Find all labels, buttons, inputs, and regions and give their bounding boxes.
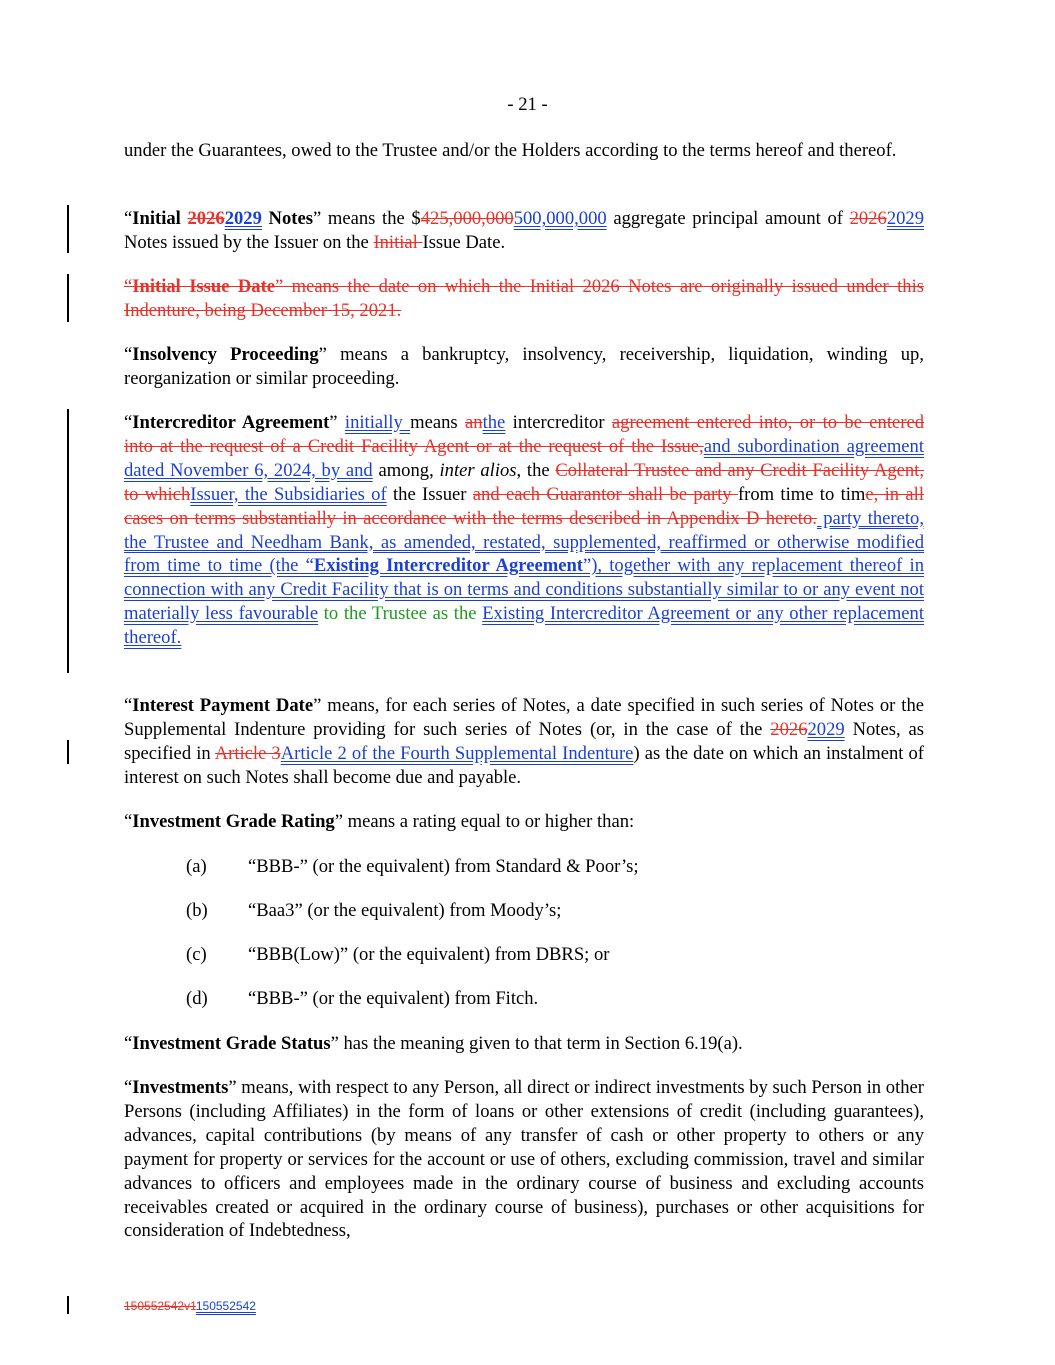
document-id-footer: 150552542v1150552542 — [124, 1299, 256, 1313]
change-bar — [67, 205, 69, 253]
change-bar — [67, 409, 69, 673]
definition-investment-grade-status: “Investment Grade Status” has the meaning given to that term in Section 6.19(a). — [124, 1033, 743, 1054]
list-item: (a) “BBB-” (or the equivalent) from Standard & Poor’s; — [186, 856, 639, 877]
definition-initial-notes: “Initial 20262029 Notes” means the $425,000,000500,000,000 aggregate principal amount of 20262029 Notes issued by the Issuer on the Initial Issue Date. — [124, 208, 924, 253]
definition-investments: “Investments” means, with respect to any Person, all direct or indirect investments by such Person in other Persons (including Affiliates) in the form of loans or other extensions of credit (including guarantees), advances, capital contributions (by means of any transfer of cash or other property to others or any payment for property or services for the account or use of others, excluding commission, travel and similar advances to officers and employees made in the ordinary course of business and excluding accounts receivables created or acquired in the ordinary course of business), purchases or other acquisitions for consideration of Indebtedness, — [124, 1077, 924, 1242]
page-number: - 21 - — [507, 94, 548, 115]
list-item: (c) “BBB(Low)” (or the equivalent) from DBRS; or — [186, 944, 610, 965]
change-bar — [67, 740, 69, 764]
defined-term: Initial 20262029 Notes — [132, 208, 313, 229]
definition-initial-issue-date-deleted: “Initial Issue Date” means the date on which the Initial 2026 Notes are originally issued under this Indenture, being December 15, 2021. — [124, 276, 924, 321]
change-bar — [67, 1296, 69, 1314]
definition-intercreditor-agreement: “Intercreditor Agreement” initially means anthe intercreditor agreement entered into, or to be entered into at the request of a Credit Facility Agent or at the request of the Issue,and subordination agreement dated November 6, 2024, by and among, inter alios, the Collateral Trustee and any Credit Facility Agent, to whichIssuer, the Subsidiaries of the Issuer and each Guarantor shall be party from time to time, in all cases on terms substantially in accordance with the terms described in Appendix D hereto. party thereto, the Trustee and Needham Bank, as amended, restated, supplemented, reaffirmed or otherwise modified from time to time (the “Existing Intercreditor Agreement”), together with any replacement thereof in connection with any Credit Facility that is on terms and conditions substantially similar to or any event not materially less favourable to the Trustee as the Existing Intercreditor Agreement or any other replacement thereof. — [124, 412, 925, 649]
definition-insolvency-proceeding: “Insolvency Proceeding” means a bankruptcy, insolvency, receivership, liquidation, winding up, reorganization or similar proceeding. — [124, 344, 925, 389]
paragraph-continuation: under the Guarantees, owed to the Trustee and/or the Holders according to the terms hereof and thereof. — [124, 140, 897, 161]
change-bar — [67, 274, 69, 322]
list-item: (d) “BBB-” (or the equivalent) from Fitch. — [186, 988, 539, 1009]
definition-investment-grade-rating: “Investment Grade Rating” means a rating equal to or higher than: — [124, 811, 635, 832]
list-item: (b) “Baa3” (or the equivalent) from Moody’s; — [186, 900, 562, 921]
definition-interest-payment-date: “Interest Payment Date” means, for each series of Notes, a date specified in such series of Notes or the Supplemental Indenture providing for such series of Notes (or, in the case of the 20262029 Notes, as specified in Article 3Article 2 of the Fourth Supplemental Indenture) as the date on which an instalment of interest on such Notes shall become due and payable. — [124, 695, 924, 788]
